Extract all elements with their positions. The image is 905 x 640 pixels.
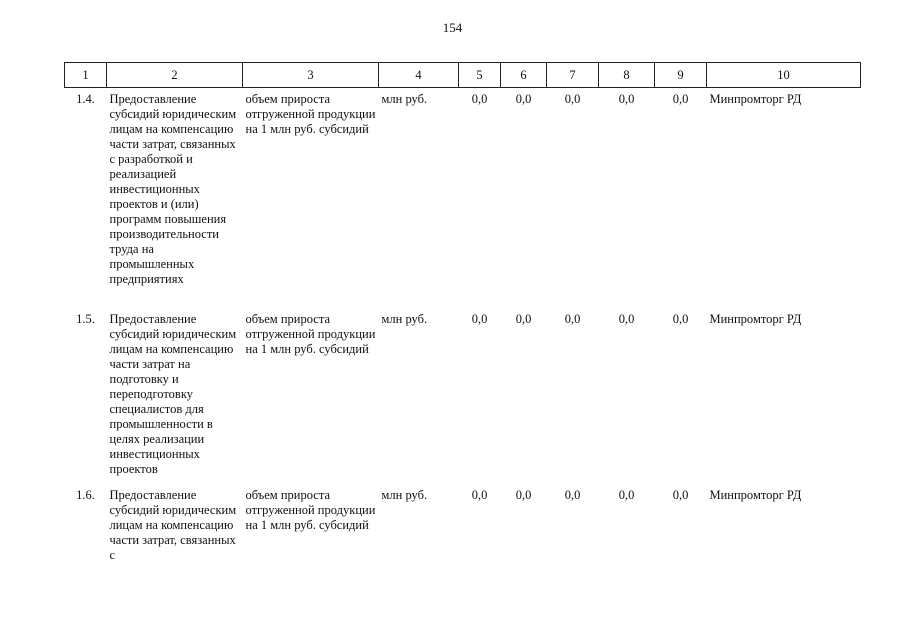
value-cell: 0,0: [515, 488, 532, 502]
indicators-table: [64, 62, 861, 566]
value-cell: 0,0: [564, 488, 581, 502]
unit-cell: млн руб.: [381, 488, 428, 502]
value-cell: 0,0: [672, 312, 689, 326]
value-cell: 0,0: [515, 92, 532, 106]
row-number: 1.4.: [76, 92, 95, 106]
table-row: [65, 88, 861, 309]
value-cell: 0,0: [672, 92, 689, 106]
agency-cell: Минпромторг РД: [709, 92, 802, 106]
header-row: [65, 63, 861, 88]
header-col-2: 2: [107, 63, 243, 88]
row-number: 1.5.: [76, 312, 95, 326]
measure-name: Предоставление субсидий юридическим лицам на компенсацию части затрат, связанных с: [109, 488, 237, 562]
header-col-1: 1: [65, 63, 107, 88]
header-col-9: 9: [655, 63, 707, 88]
value-cell: 0,0: [618, 488, 635, 502]
agency-cell: Минпромторг РД: [709, 312, 802, 326]
measure-name: Предоставление субсидий юридическим лицам на компенсацию части затрат на подготовку и переподготовку специалистов для промышленности в целях реализации инвестиционных проектов: [109, 312, 237, 476]
indicator-name: объем прироста отгруженной продукции на 1 млн руб. субсидий: [245, 92, 376, 136]
value-cell: 0,0: [471, 488, 488, 502]
value-cell: 0,0: [618, 312, 635, 326]
value-cell: 0,0: [564, 312, 581, 326]
header-col-10: 10: [707, 63, 861, 88]
unit-cell: млн руб.: [381, 92, 428, 106]
value-cell: 0,0: [564, 92, 581, 106]
value-cell: 0,0: [618, 92, 635, 106]
unit-cell: млн руб.: [381, 312, 428, 326]
header-col-3: 3: [243, 63, 379, 88]
header-col-5: 5: [459, 63, 501, 88]
indicator-name: объем прироста отгруженной продукции на 1 млн руб. субсидий: [245, 488, 376, 532]
indicator-name: объем прироста отгруженной продукции на 1 млн руб. субсидий: [245, 312, 376, 356]
header-col-7: 7: [547, 63, 599, 88]
value-cell: 0,0: [471, 312, 488, 326]
value-cell: 0,0: [672, 488, 689, 502]
header-col-4: 4: [379, 63, 459, 88]
agency-cell: Минпромторг РД: [709, 488, 802, 502]
value-cell: 0,0: [515, 312, 532, 326]
header-col-6: 6: [501, 63, 547, 88]
row-number: 1.6.: [76, 488, 95, 502]
table-row: [65, 308, 861, 484]
header-col-8: 8: [599, 63, 655, 88]
table-row: [65, 484, 861, 566]
value-cell: 0,0: [471, 92, 488, 106]
page-number: 154: [442, 20, 463, 35]
measure-name: Предоставление субсидий юридическим лицам на компенсацию части затрат, связанных с разработкой и реализацией инвестиционных проектов и (или) программ повышения производительности труда на промышленных предприятиях: [109, 92, 237, 286]
